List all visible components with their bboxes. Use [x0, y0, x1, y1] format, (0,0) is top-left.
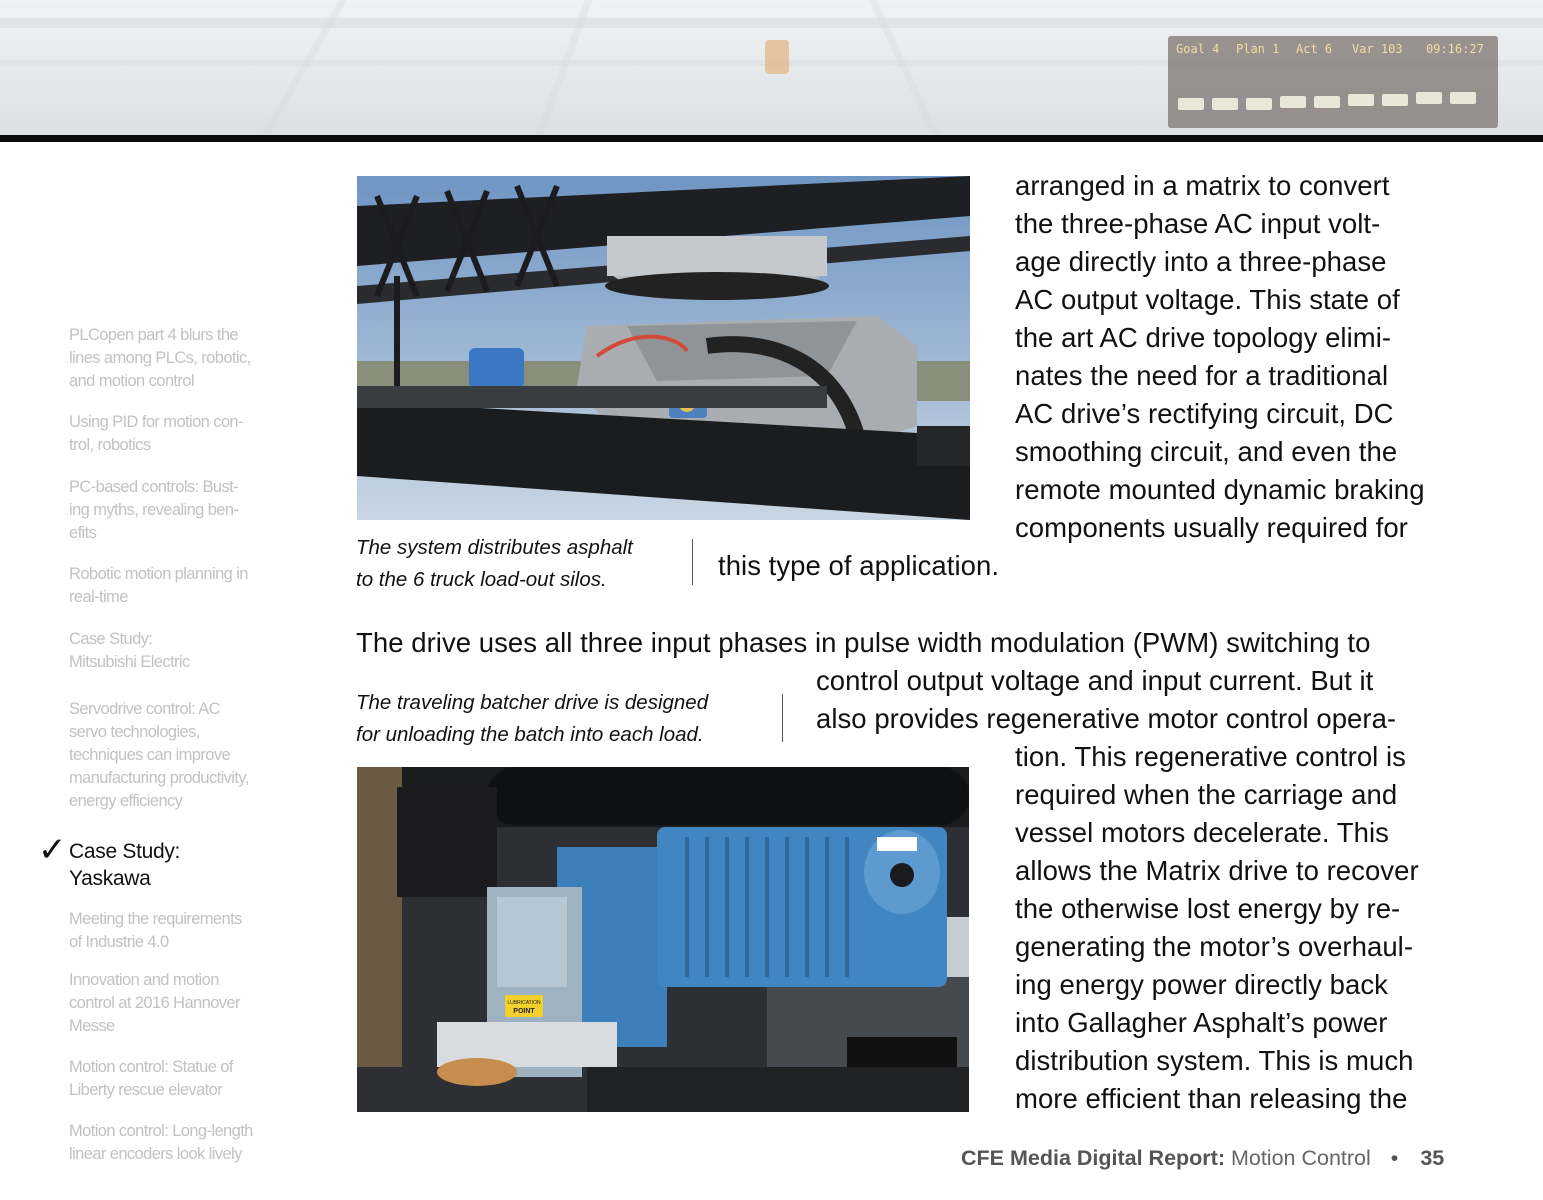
body-line-10: components usually required for: [1015, 512, 1408, 543]
scoreboard-var: Var 103: [1352, 42, 1403, 56]
nav-item-pc-based-controls[interactable]: PC-based controls: Bust- ing myths, revealing ben- efits: [69, 478, 239, 542]
nav-item-mitsubishi[interactable]: Case Study: Mitsubishi Electric: [69, 630, 190, 671]
caption-top-divider: [692, 539, 693, 585]
checkmark-icon: ✓: [38, 830, 67, 870]
batcher-drive-photo: [357, 767, 969, 1112]
body-line-21: ing energy power directly back: [1015, 969, 1388, 1000]
nav-item-pid[interactable]: Using PID for motion con- trol, robotics: [69, 413, 243, 454]
sidebar-nav: [0, 0, 300, 1200]
footer-separator: •: [1390, 1146, 1399, 1170]
scoreboard-act: Act 6: [1296, 42, 1333, 56]
body-line-15: tion. This regenerative control is: [1015, 741, 1406, 772]
caption-top: The system distributes asphalt to the 6 truck load-out silos.: [356, 536, 633, 591]
nav-item-hannover-messe[interactable]: Innovation and motion control at 2016 Hannover Messe: [69, 971, 240, 1035]
nav-item-robotic-motion[interactable]: Robotic motion planning in real-time: [69, 565, 248, 606]
body-line-18: allows the Matrix drive to recover: [1015, 855, 1419, 886]
body-line-17: vessel motors decelerate. This: [1015, 817, 1389, 848]
scoreboard-goal: Goal 4: [1176, 42, 1220, 56]
body-line-6: nates the need for a traditional: [1015, 360, 1389, 391]
body-line-5: the art AC drive topology elimi-: [1015, 322, 1392, 353]
body-line-9: remote mounted dynamic braking: [1015, 474, 1425, 505]
scoreboard-plan: Plan 1: [1236, 42, 1280, 56]
svg-text:POINT: POINT: [513, 1008, 535, 1015]
nav-item-statue-of-liberty[interactable]: Motion control: Statue of Liberty rescue elevator: [69, 1058, 233, 1099]
body-line-1: arranged in a matrix to convert: [1015, 170, 1390, 201]
body-line-11: this type of application.: [718, 550, 1000, 581]
body-line-4: AC output voltage. This state of: [1015, 284, 1400, 315]
body-line-8: smoothing circuit, and even the: [1015, 436, 1398, 467]
nav-item-linear-encoders[interactable]: Motion control: Long-length linear encoders look lively: [69, 1122, 253, 1163]
body-line-3: age directly into a three-phase: [1015, 246, 1387, 277]
nav-item-industrie-4[interactable]: Meeting the requirements of Industrie 4.0: [69, 910, 242, 951]
page-number: 35: [1420, 1146, 1445, 1170]
body-line-14: also provides regenerative motor control opera-: [816, 703, 1397, 734]
body-line-19: the otherwise lost energy by re-: [1015, 893, 1401, 924]
body-line-2: the three-phase AC input volt-: [1015, 208, 1381, 239]
body-line-12: The drive uses all three input phases in pulse width modulation (PWM) switching to: [356, 627, 1371, 658]
page-footer: [961, 1146, 1444, 1171]
scoreboard-time: 09:16:27: [1426, 42, 1484, 56]
caption-middle-divider: [782, 694, 783, 742]
body-line-16: required when the carriage and: [1015, 779, 1398, 810]
conveyor-photo: [357, 176, 970, 520]
body-line-20: generating the motor’s overhaul-: [1015, 931, 1414, 962]
body-line-23: distribution system. This is much: [1015, 1045, 1414, 1076]
body-line-24: more efficient than releasing the: [1015, 1083, 1408, 1114]
caption-middle: The traveling batcher drive is designed for unloading the batch into each load.: [356, 691, 709, 746]
lubrication-label: LUBRICATION: [507, 1000, 541, 1006]
nav-item-plcopen[interactable]: PLCopen part 4 blurs the lines among PLCs, robotic, and motion control: [69, 326, 251, 390]
body-line-7: AC drive’s rectifying circuit, DC: [1015, 398, 1394, 429]
nav-item-servodrive[interactable]: Servodrive control: AC servo technologies, techniques can improve manufacturing productivity, energy efficiency: [69, 700, 249, 810]
footer-publication: CFE Media Digital Report:: [961, 1146, 1225, 1170]
body-line-13: control output voltage and input current. But it: [816, 665, 1374, 696]
nav-item-yaskawa[interactable]: Case Study: Yaskawa: [69, 840, 181, 890]
footer-section: Motion Control: [1230, 1146, 1371, 1170]
body-line-22: into Gallagher Asphalt’s power: [1015, 1007, 1388, 1038]
